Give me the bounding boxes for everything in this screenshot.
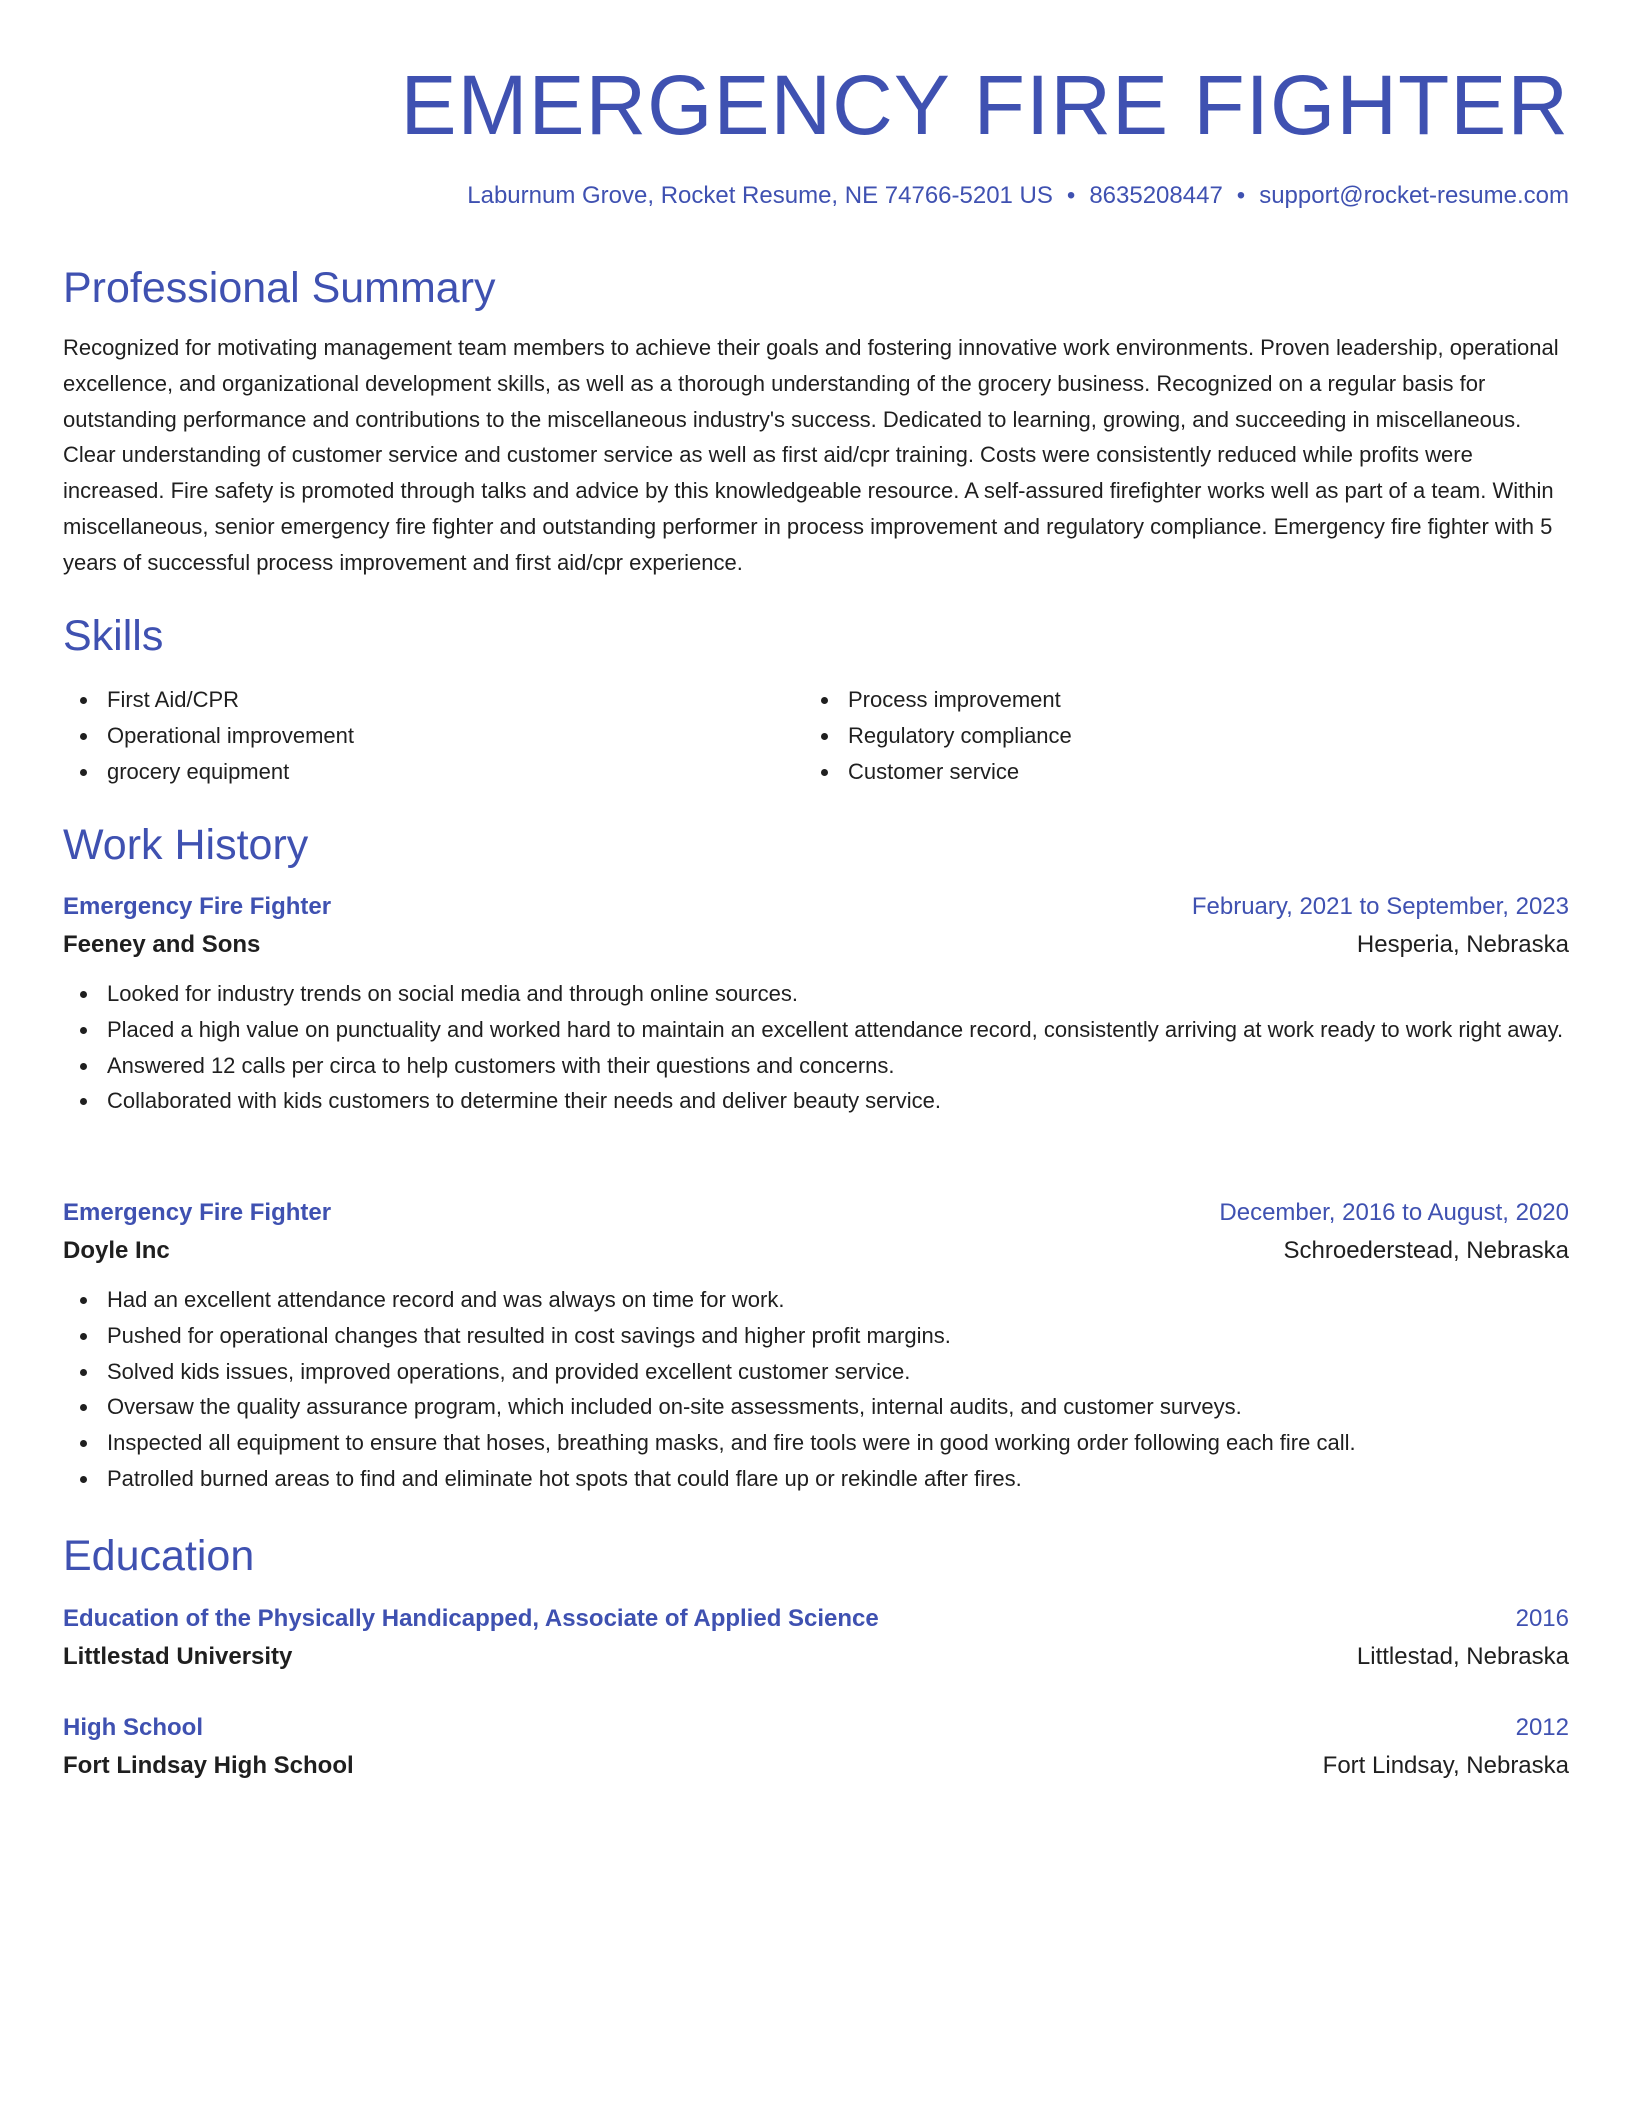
skill-item: Regulatory compliance — [804, 718, 1545, 754]
skill-item: Customer service — [804, 754, 1545, 790]
job-bullet: Inspected all equipment to ensure that hoses, breathing masks, and fire tools were in good working order following each fire call. — [63, 1425, 1569, 1461]
education-year: 2016 — [1515, 1605, 1569, 1632]
skill-item: Process improvement — [804, 682, 1545, 718]
skill-item: First Aid/CPR — [63, 682, 804, 718]
job-title: Emergency Fire Fighter — [63, 893, 332, 920]
resume-name: EMERGENCY FIRE FIGHTER — [400, 58, 1569, 152]
education-entry — [63, 1709, 1569, 1785]
education-location: Littlestad, Nebraska — [1356, 1643, 1569, 1670]
education-degree: High School — [63, 1714, 203, 1741]
work-history-heading: Work History — [63, 821, 309, 869]
skill-item: Operational improvement — [63, 718, 804, 754]
job-location: Hesperia, Nebraska — [1356, 931, 1569, 958]
job-title: Emergency Fire Fighter — [63, 1199, 332, 1226]
job-bullet: Looked for industry trends on social media and through online sources. — [63, 976, 1569, 1012]
skill-item: grocery equipment — [63, 754, 804, 790]
education-heading: Education — [63, 1532, 255, 1580]
skills-column-right — [804, 682, 1545, 789]
job-dates: December, 2016 to August, 2020 — [1219, 1199, 1569, 1226]
education-header-row — [63, 1600, 1569, 1638]
job-bullet: Had an excellent attendance record and was always on time for work. — [63, 1282, 1569, 1318]
job-header-row — [63, 888, 1569, 926]
job-bullets — [63, 1282, 1569, 1497]
education-header-row — [63, 1709, 1569, 1747]
skills-column-left — [63, 682, 804, 789]
education-degree: Education of the Physically Handicapped, Associate of Applied Science — [63, 1605, 879, 1632]
job-entry — [63, 1194, 1569, 1497]
education-entry — [63, 1600, 1569, 1676]
job-bullet: Pushed for operational changes that resulted in cost savings and higher profit margins. — [63, 1318, 1569, 1354]
job-bullet: Collaborated with kids customers to determine their needs and deliver beauty service. — [63, 1083, 1569, 1119]
contact-separator: • — [1236, 182, 1246, 209]
summary-heading: Professional Summary — [63, 264, 496, 312]
education-year: 2012 — [1515, 1714, 1569, 1741]
skills-list — [63, 682, 1569, 789]
contact-phone: 8635208447 — [1089, 182, 1223, 209]
contact-line — [467, 180, 1569, 212]
job-bullets — [63, 976, 1569, 1119]
summary-text: Recognized for motivating management team members to achieve their goals and fostering innovative work environments. Proven leadership, operational excellence, and organizational development skills, as well as a thorough understanding of the grocery business. Recognized on a regular basis for outstanding performance and contributions to the miscellaneous industry's success. Dedicated to learning, growing, and succeeding in miscellaneous. Clear understanding of customer service and customer service as well as first aid/cpr training. Costs were consistently reduced while profits were increased. Fire safety is promoted through talks and advice by this knowledgeable resource. A self-assured firefighter works well as part of a team. Within miscellaneous, senior emergency fire fighter and outstanding performer in process improvement and regulatory compliance. Emergency fire fighter with 5 years of successful process improvement and first aid/cpr experience. — [63, 335, 1559, 575]
contact-email: support@rocket-resume.com — [1259, 182, 1569, 209]
job-employer: Doyle Inc — [63, 1237, 170, 1264]
skills-heading: Skills — [63, 612, 164, 660]
job-employer-row — [63, 1232, 1569, 1270]
contact-separator: • — [1066, 182, 1076, 209]
education-school-row — [63, 1747, 1569, 1785]
education-school-row — [63, 1638, 1569, 1676]
education-school: Fort Lindsay High School — [63, 1752, 354, 1779]
education-school: Littlestad University — [63, 1643, 293, 1670]
job-location: Schroederstead, Nebraska — [1283, 1237, 1569, 1264]
job-bullet: Placed a high value on punctuality and worked hard to maintain an excellent attendance record, consistently arriving at work ready to work right away. — [63, 1012, 1569, 1048]
job-bullet: Solved kids issues, improved operations, and provided excellent customer service. — [63, 1354, 1569, 1390]
job-header-row — [63, 1194, 1569, 1232]
job-employer-row — [63, 926, 1569, 964]
education-location: Fort Lindsay, Nebraska — [1322, 1752, 1569, 1779]
job-bullet: Patrolled burned areas to find and eliminate hot spots that could flare up or rekindle after fires. — [63, 1461, 1569, 1497]
job-dates: February, 2021 to September, 2023 — [1191, 893, 1569, 920]
job-bullet: Answered 12 calls per circa to help customers with their questions and concerns. — [63, 1048, 1569, 1084]
job-employer: Feeney and Sons — [63, 931, 261, 958]
contact-address: Laburnum Grove, Rocket Resume, NE 74766-5201 US — [467, 182, 1053, 209]
job-bullet: Oversaw the quality assurance program, which included on-site assessments, internal audits, and customer surveys. — [63, 1389, 1569, 1425]
job-entry — [63, 888, 1569, 1119]
